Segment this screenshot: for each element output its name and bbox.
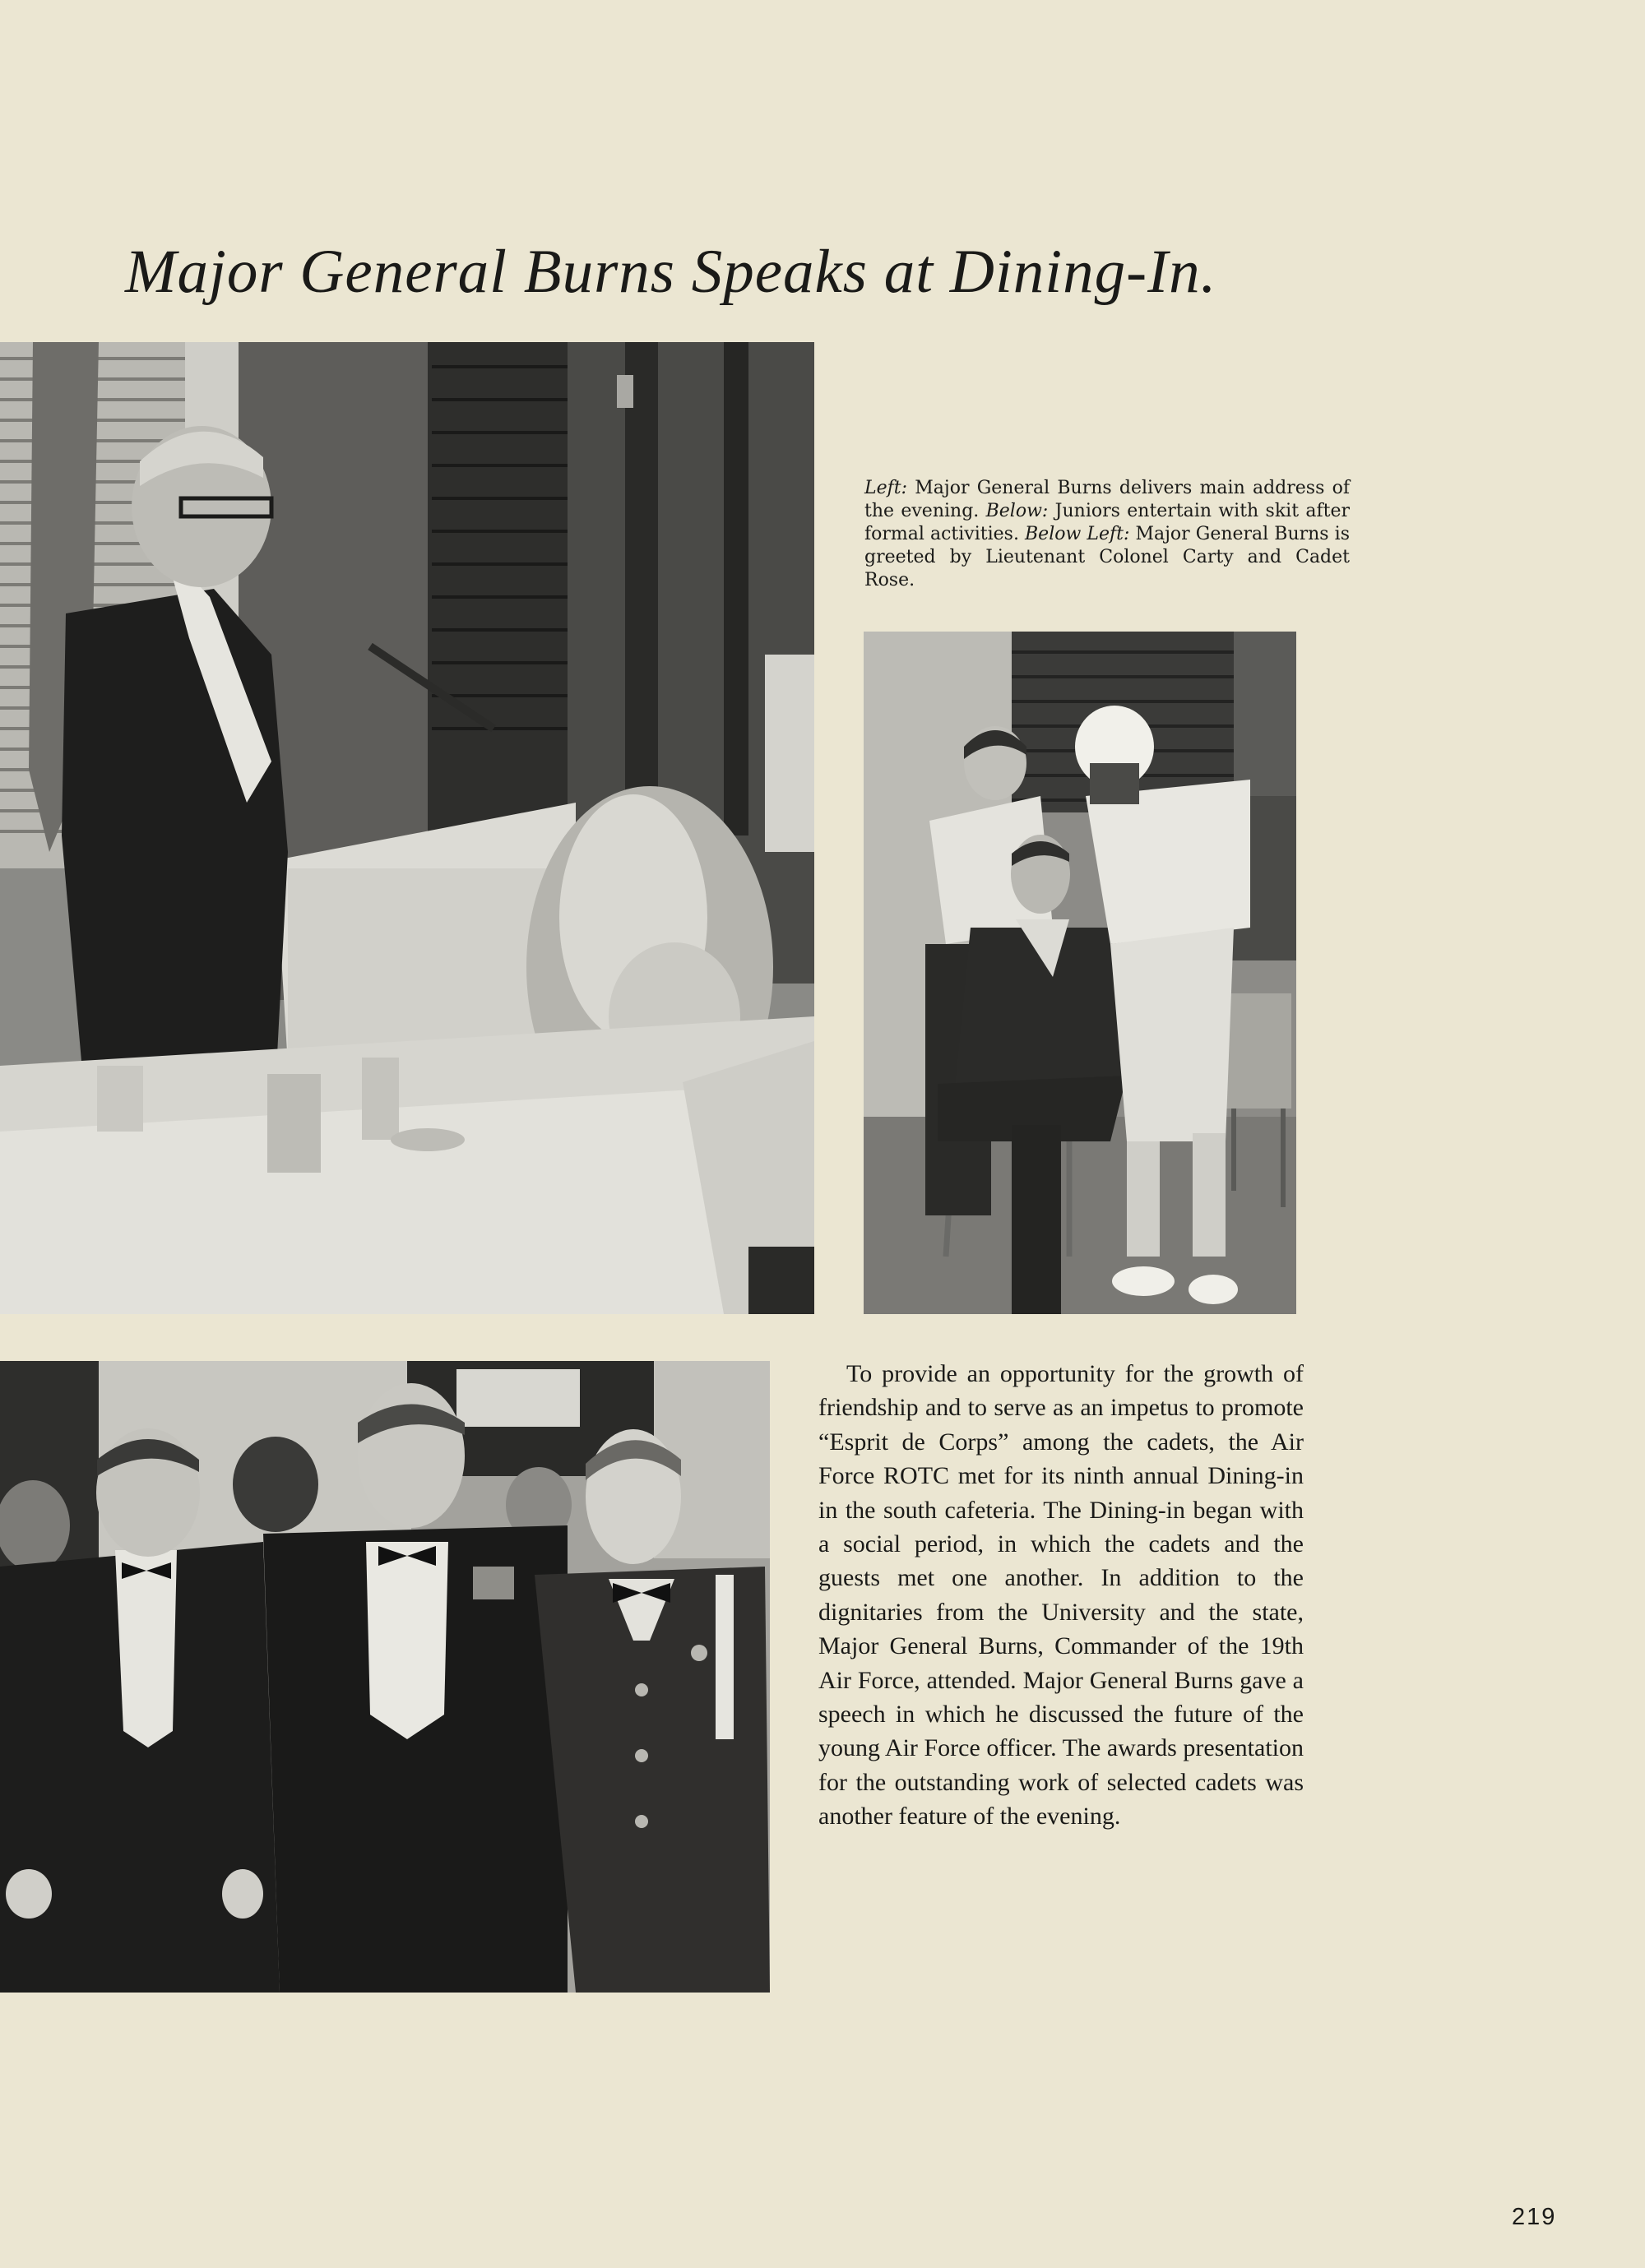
skit-photo-image <box>864 632 1296 1314</box>
skit-photo <box>864 632 1296 1314</box>
caption-label-below-left: Below Left: <box>1025 524 1130 544</box>
caption-text-left: Major General Burns delivers main address of the evening. <box>864 478 1350 521</box>
caption-label-below: Below: <box>985 501 1049 521</box>
photo-caption <box>864 477 1350 592</box>
caption-text-below: Juniors entertain with skit after formal activities. <box>864 501 1351 544</box>
caption-label-left: Left: <box>864 478 908 498</box>
speaker-photo-image <box>0 342 814 1314</box>
caption-text-below-left: Major General Burns is greeted by Lieutenant Colonel Carty and Cadet Rose. <box>864 524 1350 590</box>
page-title: Major General Burns Speaks at Dining-In. <box>125 238 1217 306</box>
page-number: 219 <box>1512 2204 1557 2230</box>
speaker-photo <box>0 342 814 1314</box>
greeting-photo-image <box>0 1361 770 1993</box>
greeting-photo <box>0 1361 770 1993</box>
article-body: To provide an opportunity for the growth of friendship and to serve as an impetus to promote “Esprit de Corps” among the cadets, the Air Force ROTC met for its ninth annual Dining-in in the south cafeteria. The Dining-in began with a social period, in which the cadets and the guests met one another. In addition to the dignitaries from the University and the state, Major General Burns, Commander of the 19th Air Force, attended. Major General Burns gave a speech in which he discussed the future of the young Air Force officer. The awards presentation for the outstanding work of selected cadets was another feature of the evening. <box>818 1360 1304 1831</box>
